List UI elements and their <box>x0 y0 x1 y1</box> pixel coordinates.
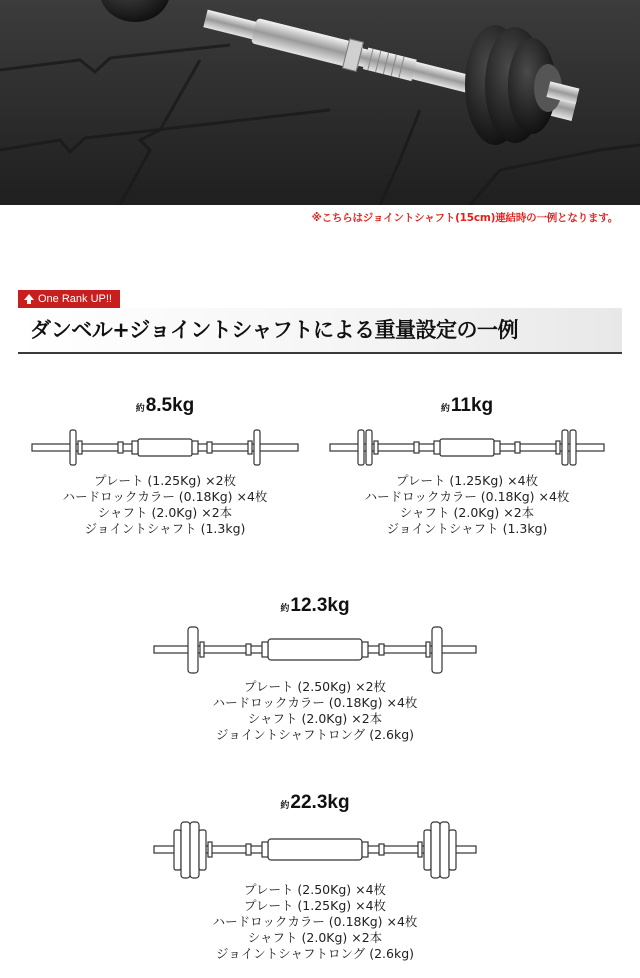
list-item: シャフト (2.0Kg) ×2本 <box>247 930 383 945</box>
up-arrow-icon <box>24 294 34 300</box>
config-11kg <box>322 395 612 537</box>
parts-list <box>150 882 480 962</box>
section-title: ダンベル+ジョイントシャフトによる重量設定の一例 <box>30 318 518 342</box>
config-weight: 約11kg <box>440 395 494 416</box>
parts-list <box>20 473 310 537</box>
config-22-3kg <box>150 792 480 962</box>
list-item: ジョイントシャフト (1.3kg) <box>84 521 246 536</box>
config-weight: 約8.5kg <box>135 395 195 416</box>
list-item: ジョイントシャフト (1.3kg) <box>386 521 548 536</box>
barbell-diagram <box>150 623 480 677</box>
list-item: プレート (1.25Kg) ×2枚 <box>93 473 237 488</box>
list-item: シャフト (2.0Kg) ×2本 <box>399 505 535 520</box>
list-item: プレート (2.50Kg) ×4枚 <box>243 882 387 897</box>
config-weight: 約12.3kg <box>280 595 350 616</box>
section-heading <box>18 308 622 354</box>
parts-list <box>322 473 612 537</box>
list-item: ジョイントシャフトロング (2.6kg) <box>215 946 415 961</box>
list-item: プレート (2.50Kg) ×2枚 <box>243 679 387 694</box>
config-weight: 約22.3kg <box>280 792 350 813</box>
barbell-diagram <box>150 818 480 882</box>
list-item: ハードロックカラー (0.18Kg) ×4枚 <box>212 914 418 929</box>
list-item: ハードロックカラー (0.18Kg) ×4枚 <box>212 695 418 710</box>
list-item: ジョイントシャフトロング (2.6kg) <box>215 727 415 742</box>
list-item: シャフト (2.0Kg) ×2本 <box>247 711 383 726</box>
parts-list <box>150 679 480 743</box>
dumbbell-photo-illustration <box>0 0 640 205</box>
config-8-5kg <box>20 395 310 537</box>
photo-caption: ※こちらはジョイントシャフト(15cm)連結時の一例となります。 <box>311 212 618 224</box>
barbell-diagram <box>20 427 310 469</box>
list-item: プレート (1.25Kg) ×4枚 <box>243 898 387 913</box>
list-item: ハードロックカラー (0.18Kg) ×4枚 <box>62 489 268 504</box>
barbell-diagram <box>322 427 612 469</box>
config-12-3kg <box>150 595 480 743</box>
list-item: プレート (1.25Kg) ×4枚 <box>395 473 539 488</box>
list-item: シャフト (2.0Kg) ×2本 <box>97 505 233 520</box>
badge-label: One Rank UP!! <box>38 293 112 305</box>
list-item: ハードロックカラー (0.18Kg) ×4枚 <box>364 489 570 504</box>
one-rank-up-badge <box>18 290 120 308</box>
product-photo <box>0 0 640 205</box>
